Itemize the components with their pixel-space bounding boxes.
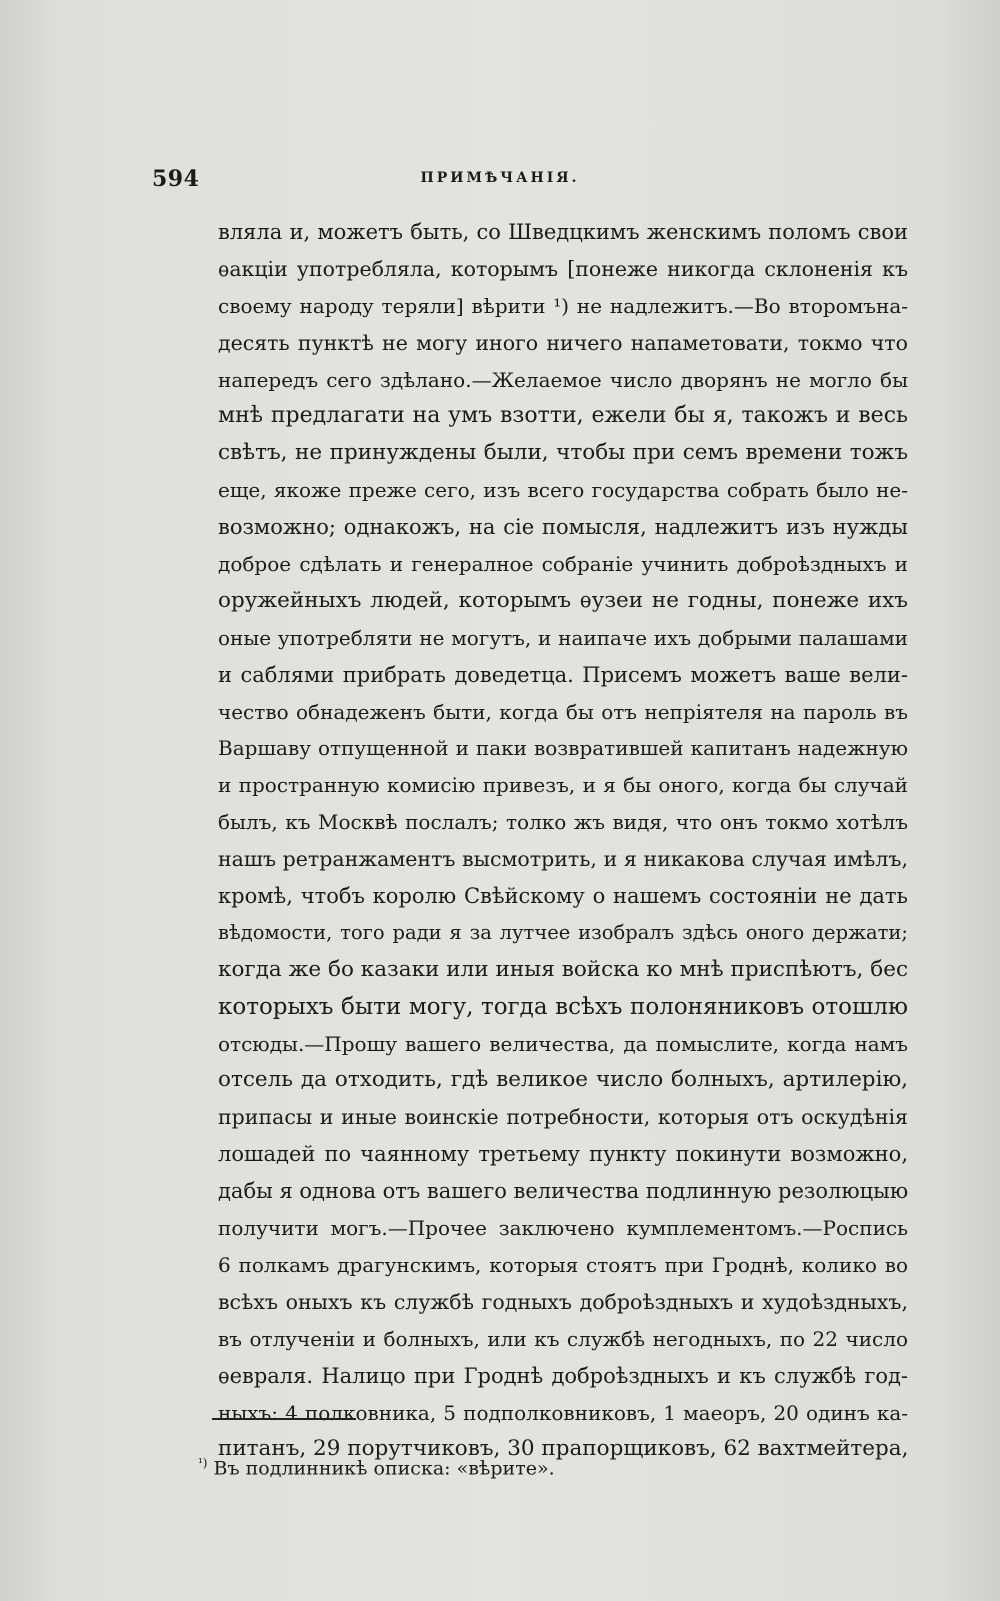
text-line: ныхъ: 4 полковника, 5 подполковниковъ, 1 маеоръ, 20 одинъ ка- [218,1400,908,1425]
text-line: въ отлученіи и болныхъ, или къ службѣ негодныхъ, по 22 число [218,1326,908,1351]
footnote-text: Въ подлинникѣ описка: «вѣрите». [213,1457,555,1480]
text-line: лошадей по чаянному третьему пункту покинути возможно, [218,1142,908,1167]
text-line: получити могъ.—Прочее заключено кумплементомъ.—Роспись [218,1216,908,1241]
text-line: оружейныхъ людей, которымъ ѳузеи не годны, понеже ихъ [218,587,908,613]
text-line: доброе сдѣлать и генералное собраніе учинить доброѣздныхъ и [218,552,908,577]
text-line: чество обнадеженъ быти, когда бы отъ непріятеля на пароль въ [218,699,908,724]
text-line: Варшаву отпущенной и паки возвратившей капитанъ надежную [218,736,908,761]
text-line: питанъ, 29 порутчиковъ, 30 прапорщиковъ, 62 вахтмейтера, [218,1436,909,1462]
text-line: которыхъ быти могу, тогда всѣхъ полоняниковъ отошлю [218,993,908,1020]
text-line: вляла и, можетъ быть, со Шведцкимъ женскимъ поломъ свои [218,220,908,244]
text-line: и пространную комисію привезъ, и я бы оного, когда бы случай [218,773,908,798]
text-line: всѣхъ оныхъ къ службѣ годныхъ доброѣздныхъ и худоѣздныхъ, [218,1289,908,1314]
footnote-marker: ¹) [198,1456,208,1470]
text-line: оные употребляти не могутъ, и наипаче ихъ добрыми палашами [218,625,908,650]
text-line: дабы я однова отъ вашего величества подлинную резолюцыю [218,1179,909,1204]
running-head: ПРИМѢЧАНІЯ. [420,170,580,186]
text-line: свѣтъ, не принуждены были, чтобы при семъ времени тожъ [218,440,908,466]
text-line: еще, якоже преже сего, изъ всего государства собрать было не- [218,478,908,503]
text-line: когда же бо казаки или иныя войска ко мнѣ приспѣютъ, бес [218,956,908,982]
text-line: припасы и иные воинскіе потребности, которыя отъ оскудѣнія [218,1105,908,1130]
text-line: мнѣ предлагати на умъ взотти, ежели бы я, такожъ и весь [218,403,908,429]
body-text [218,214,908,1468]
page-number: 594 [152,166,200,192]
footnote-rule [212,1418,356,1420]
text-line: возможно; однакожъ, на сіе помысля, надлежитъ изъ нужды [218,515,908,540]
text-line: отсюды.—Прошу вашего величества, да помыслите, когда намъ [218,1031,908,1056]
text-line: 6 полкамъ драгунскимъ, которыя стоятъ при Гроднѣ, колико во [218,1252,908,1277]
text-line: напередъ сего здѣлано.—Желаемое число дворянъ не могло бы [218,367,908,392]
text-line: десять пунктѣ не могу иного ничего напаметовати, токмо что [218,330,908,355]
text-line: ѳевраля. Налицо при Гроднѣ доброѣздныхъ и къ службѣ год- [218,1363,908,1388]
text-line: былъ, къ Москвѣ послалъ; толко жъ видя, что онъ токмо хотѣлъ [218,810,908,835]
text-line: нашъ ретранжаментъ высмотрить, и я никакова случая имѣлъ, [218,847,908,872]
text-line: ѳакціи употребляла, которымъ [понеже никогда склоненія къ [218,256,908,281]
text-line: отсель да отходить, гдѣ великое число болныхъ, артилерію, [218,1067,908,1093]
text-line: вѣдомости, того ради я за лутчее изобралъ здѣсь оного держати; [218,920,908,944]
text-line: своему народу теряли] вѣрити ¹) не надлежитъ.—Во второмъна- [218,293,908,318]
text-line: кромѣ, чтобъ королю Свѣйскому о нашемъ состояніи не дать [218,884,908,909]
footnote [198,1456,555,1479]
text-line: и саблями прибрать доведетца. Присемъ можетъ ваше вели- [218,662,908,687]
